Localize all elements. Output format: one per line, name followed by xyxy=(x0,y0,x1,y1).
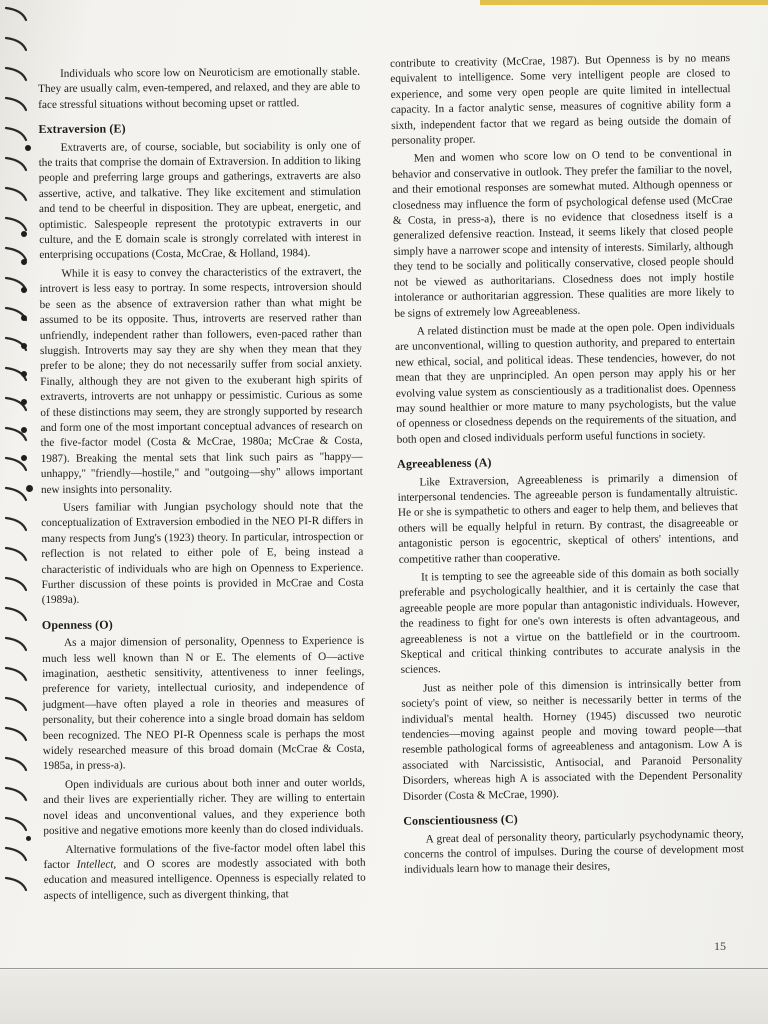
section-heading-agreeableness: Agreeableness (A) xyxy=(396,455,492,472)
page-number: 15 xyxy=(714,939,726,953)
spiral-binding xyxy=(2,0,36,900)
paragraph: Men and women who score low on O tend to be conventional in behavior and conservative in outlook. They prefer the familiar to the novel, and their emotional responses are somewhat muted. Although openness or closedness may influence the form of psychological defense used (McCrae & Costa, in press-a), there is no evidence that closedness itself is a generalized defensive reaction. Instead, it seems likely that closed people simply have a narrower scope and intensity of interests. Similarly, although they tend to be socially and politically conservative, closed people should not be viewed as authoritarians. Closedness does not imply hostile intolerance or authoritarian aggression. These qualities are more likely to be signs of extremely low Agreeableness. xyxy=(391,147,735,320)
paragraph-text: Alternative formulations of the five-factor model often label this factor xyxy=(43,841,366,871)
section-heading-openness: Openness (O) xyxy=(41,617,113,632)
page-bottom-rule xyxy=(0,968,768,969)
right-text-column xyxy=(390,51,744,879)
paragraph: Like Extraversion, Agreeableness is primarily a dimension of interpersonal tendencies. The agreeable person is fundamentally altruistic. He or she is sympathetic to others and eager to help them, and believes that others will be equally helpful in return. By contrast, the disagreeable or antagonistic person is egocentric, skeptical of others' intentions, and competitive rather than cooperative. xyxy=(397,470,739,566)
paragraph: A great deal of personality theory, particularly psychodynamic theory, concerns the control of impulses. During the course of development most individuals learn how to manage their desires, xyxy=(403,827,744,877)
paragraph: Just as neither pole of this dimension is intrinsically better from society's point of view, so neither is necessarily better in terms of the individual's mental health. Horney (1945) discussed two neurotic tendencies—moving against people and moving toward people—that resemble pathological forms of agreeableness and antagonism. Low A is associated with Narcissistic, Antisocial, and Paranoid Personality Disorders, whereas high A is associated with the Dependent Personality Disorder (Costa & McCrae, 1990). xyxy=(401,676,743,803)
paragraph: While it is easy to convey the characteristics of the extravert, the introvert is less easy to portray. In some respects, introversion should be seen as the absence of extraversion rather than what might be assumed to be its opposite. Thus, introverts are reserved rather than unfriendly, independent rather than followers, even-paced rather than sluggish. Introverts may say they are shy when they mean that they prefer to be alone; they do not necessarily suffer from social anxiety. Finally, although they are not given to the exuberant high spirits of extraverts, introverts are not unhappy or pessimistic. Curious as some of these distinctions may seem, they are strongly supported by research and form one of the most important conceptual advances of research on the five-factor model (Costa & McCrae, 1980a; McCrae & Costa, 1987). Breaking the mental sets that link such pairs as "happy—unhappy," "friendly—hostile," and "outgoing—shy" allows important new insights into personality. xyxy=(39,265,363,496)
paragraph-text: , and O scores are modestly associated with both education and measured intelligence. Openness is especially related to aspects of intelligence, such as divergent thinking, that xyxy=(43,856,366,902)
margin-dot-marker xyxy=(26,836,31,841)
left-text-column xyxy=(38,65,366,904)
section-heading-extraversion: Extraversion (E) xyxy=(38,121,126,137)
paragraph: Extraverts are, of course, sociable, but sociability is only one of the traits that comprise the domain of Extraversion. In addition to liking people and preferring large groups and gatherings, extraverts are also assertive, active, and talkative. They like excitement and stimulation and tend to be cheerful in disposition. They are upbeat, energetic, and optimistic. Salespeople represent the prototypic extraverts in our culture, and the E domain scale is strongly correlated with interest in enterprising occupations (Costa, McCrae, & Holland, 1984). xyxy=(38,139,362,262)
paragraph: A related distinction must be made at the open pole. Open individuals are unconventional, willing to question authority, and prepared to entertain new ethical, social, and political ideas. These tendencies, however, do not mean that they are unprincipled. An open person may apply his or her evolving value system as conscientiously as a traditionalist does. Openness may sound healthier or more mature to many psychologists, but the value of openness or closedness depends on the requirements of the situation, and both open and closed individuals perform useful functions in society. xyxy=(394,319,737,446)
margin-dot-marker xyxy=(26,485,33,492)
page-top-edge xyxy=(480,0,768,5)
paragraph: It is tempting to see the agreeable side of this domain as both socially preferable and psychologically healthier, and it is certainly the case that agreeable people are more popular than antagonistic individuals. However, the readiness to fight for one's own interests is often advantageous, and agreeableness is not a virtue on the battlefield or in the courtroom. Skeptical and critical thinking contributes to accurate analysis in the sciences. xyxy=(399,565,741,677)
emphasis-intellect: Intellect xyxy=(76,858,114,871)
paragraph: contribute to creativity (McCrae, 1987). But Openness is by no means equivalent to intelligence. Some very intelligent people are closed to experience, and some very open people are quite limited in intellectual capacity. In a factor analytic sense, measures of cognitive ability form a sixth, independent factor that we regard as being outside the domain of personality proper. xyxy=(390,52,732,148)
section-heading-conscientiousness: Conscientiousness (C) xyxy=(403,811,518,828)
page-bottom-edge xyxy=(0,970,768,1024)
paragraph: As a major dimension of personality, Openness to Experience is much less well known than N or E. The elements of O—active imagination, aesthetic sensitivity, attentiveness to inner feelings, preference for variety, intellectual curiosity, and independence of judgment—have often played a role in theories and measures of personality, but their coherence into a single broad domain has seldom been recognized. The NEO PI-R Openness scale is perhaps the most widely researched measure of this broad domain (McCrae & Costa, 1985a, in press-a). xyxy=(42,634,365,773)
paragraph: Individuals who score low on Neuroticism are emotionally stable. They are usually calm, even-tempered, and relaxed, and they are able to face stressful situations without becoming upset or rattled. xyxy=(38,65,361,111)
paragraph: Users familiar with Jungian psychology should note that the conceptualization of Extraversion embodied in the NEO PI-R differs in many respects from Jung's (1923) theory. In particular, introspection or reflection is not related to either pole of E, being instead a characteristic of individuals who are high on Openness to Experience. Further discussion of these points is provided in McCrae and Costa (1989a). xyxy=(41,499,364,607)
paragraph xyxy=(43,840,365,904)
paragraph: Open individuals are curious about both inner and outer worlds, and their lives are experientially richer. They are willing to entertain novel ideas and unconventional values, and they experience both positive and negative emotions more keenly than do closed individuals. xyxy=(43,776,366,838)
